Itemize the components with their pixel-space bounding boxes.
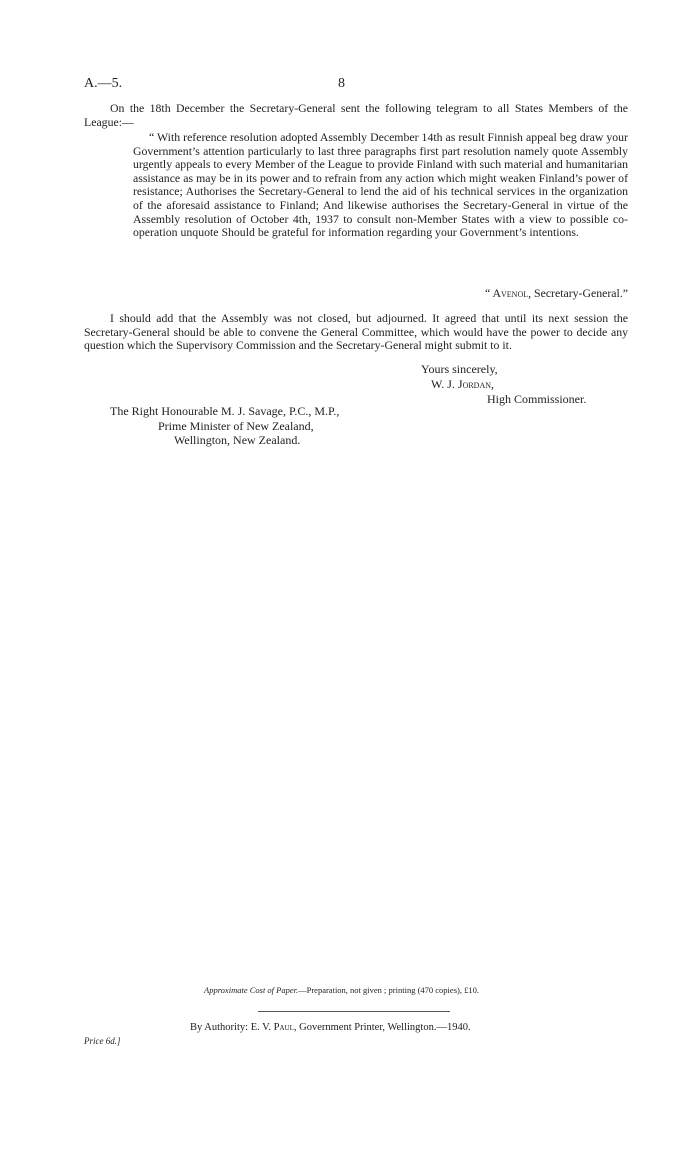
addressee-line-3: Wellington, New Zealand. [174, 433, 301, 447]
printer-name: E. V. Paul, [250, 1022, 297, 1033]
authority-line [190, 1022, 471, 1033]
signer-title: High Commissioner. [487, 392, 587, 406]
letter-closing [421, 362, 586, 407]
authority-suffix: Government Printer, Wellington.—1940. [299, 1022, 471, 1033]
authority-prefix: By Authority: [190, 1022, 249, 1033]
page-number: 8 [338, 76, 345, 91]
addressee-block [110, 404, 339, 448]
telegram-quote: “ With reference resolution adopted Assembly December 14th as result Finnish appeal beg draw your Government’s attention particularly to last three paragraphs first part resolution namely quote Assembly urgently appeals to every Member of the League to provide Finland with such material and humanitarian assistance as may be in its power and to refrain from any action which might weaken Finland’s power of resistance; Authorises the Secretary-General to lend the aid of his technical services in the organization of the aforesaid assistance to Finland; And likewise authorises the Secretary-General in virtue of the Assembly resolution of October 4th, 1937 to consult non-Member States with a view to possible co-operation unquote Should be grateful for information regarding your Government’s intentions. [133, 130, 628, 240]
second-paragraph: I should add that the Assembly was not closed, but adjourned. It agreed that until its next session the Secretary-General should be able to convene the General Committee, which would have the power to decide any question which the Supervisory Commission and the Secretary-General might submit to it. [84, 311, 628, 353]
telegram-signature [485, 286, 628, 301]
cost-label: Approximate Cost of Paper. [204, 985, 299, 995]
document-reference: A.—5. [84, 76, 123, 91]
valediction: Yours sincerely, [421, 362, 498, 376]
price-note: Price 6d.] [84, 1036, 121, 1046]
cost-note [204, 985, 479, 995]
telegram-signer-name: “ Avenol, [484, 286, 532, 300]
footer-divider [258, 1011, 450, 1012]
signer-name: W. J. Jordan, [431, 377, 495, 391]
addressee-line-1: The Right Honourable M. J. Savage, P.C., M.P., [110, 404, 340, 418]
addressee-line-2: Prime Minister of New Zealand, [158, 418, 314, 433]
cost-text: —Preparation, not given ; printing (470 copies), £10. [298, 985, 479, 995]
intro-paragraph: On the 18th December the Secretary-General sent the following telegram to all States Members of the League:— [84, 101, 628, 129]
telegram-signer-title: Secretary-General.” [534, 286, 628, 300]
